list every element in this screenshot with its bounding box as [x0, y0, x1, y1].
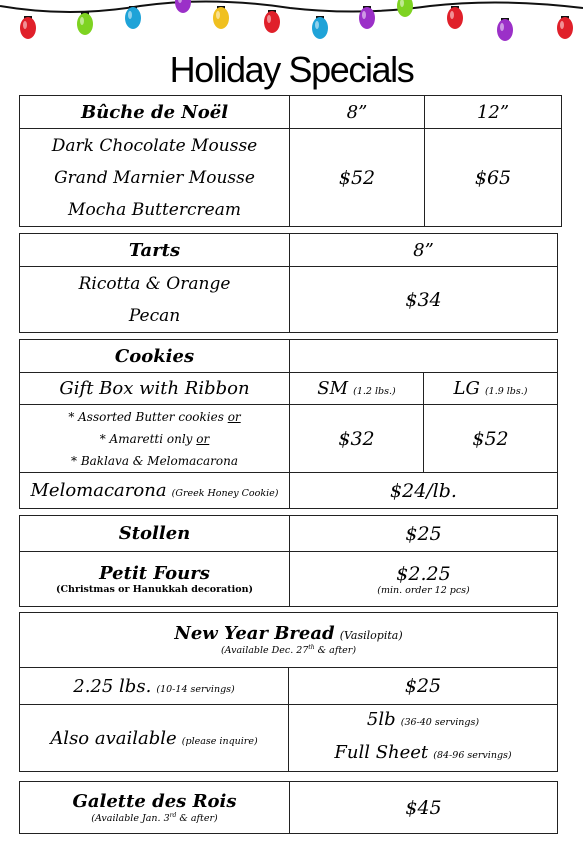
cookies-price-lg: $52: [424, 405, 558, 473]
tarts-price: $34: [290, 267, 558, 333]
light-bulb-icon: [447, 6, 463, 29]
cookies-option: [20, 406, 289, 428]
light-string-wire: [0, 1, 583, 12]
melomacarona-price: $24/lb.: [290, 473, 558, 509]
new-year-header: [20, 613, 558, 668]
light-bulb-icon: [213, 6, 229, 29]
cookies-option: [20, 450, 289, 472]
light-bulb-icon: [557, 16, 573, 39]
new-year-name: New Year Bread: [174, 623, 335, 645]
cookies-option-or: or: [196, 431, 210, 446]
cookies-name: Cookies: [20, 340, 290, 373]
buche-size-small: 8”: [290, 96, 425, 129]
cookies-sm-weight: (1.2 lbs.): [353, 386, 396, 397]
petit-fours-note: (Christmas or Hanukkah decoration): [55, 584, 253, 595]
cookies-lg-label: LG: [453, 378, 480, 399]
buche-price-large: $65: [425, 129, 562, 227]
cookies-lg-size: [424, 373, 558, 405]
tarts-flavor: Ricotta & Orange: [78, 273, 231, 294]
cookies-option-text: * Baklava & Melomacarona: [71, 453, 238, 468]
tarts-flavors: [20, 267, 290, 333]
cookies-lg-weight: (1.9 lbs.): [484, 386, 528, 397]
also-available-option: Full Sheet: [334, 742, 429, 763]
new-year-avail-text: & after): [314, 645, 357, 657]
galette-avail-text: & after): [176, 813, 218, 825]
light-bulb-icon: [125, 6, 141, 29]
also-available-note: (please inquire): [181, 735, 258, 747]
tarts-size: 8”: [290, 234, 558, 267]
also-available-item: [20, 705, 289, 772]
light-bulb-icon: [77, 12, 93, 35]
stollen-price: $25: [290, 516, 558, 552]
buche-flavor: Dark Chocolate Mousse: [51, 135, 258, 156]
melomacarona-note: (Greek Honey Cookie): [171, 488, 279, 499]
new-year-alt-name: (Vasilopita): [339, 629, 403, 643]
galette-name: Galette des Rois: [72, 790, 237, 812]
cookies-price-sm: $32: [290, 405, 424, 473]
light-bulb-icon: [312, 16, 328, 39]
light-bulb-icon: [20, 16, 36, 39]
new-year-size: 2.25 lbs.: [73, 675, 152, 697]
buche-flavor: Grand Marnier Mousse: [54, 167, 255, 188]
new-year-price: $25: [289, 668, 558, 705]
buche-table: [19, 95, 562, 227]
light-bulb-icon: [397, 0, 413, 17]
galette-price: $45: [290, 782, 558, 834]
light-bulb-icon: [175, 0, 191, 13]
light-bulb-icon: [497, 18, 513, 41]
tarts-flavor: Pecan: [128, 305, 181, 326]
galette-avail-text: (Available Jan. 3: [91, 813, 170, 825]
melomacarona-item: [20, 473, 290, 509]
petit-fours-name: Petit Fours: [99, 563, 210, 584]
buche-price-small: $52: [290, 129, 425, 227]
cookies-option-text: * Assorted Butter cookies: [68, 409, 228, 424]
new-year-avail-text: (Available Dec. 27: [220, 645, 309, 657]
cookies-option-text: * Amaretti only: [99, 431, 197, 446]
also-available-option: 5lb: [366, 709, 396, 730]
petit-fours-min-order: (min. order 12 pcs): [377, 584, 470, 596]
cookies-sm-label: SM: [317, 378, 349, 399]
also-available-label: Also available: [50, 727, 177, 749]
cookies-option: [20, 428, 289, 450]
galette-availability: [20, 812, 289, 824]
tarts-name: Tarts: [20, 234, 290, 267]
galette-avail-sup: rd: [169, 811, 177, 819]
new-year-availability: [20, 644, 557, 656]
stollen-name: Stollen: [20, 516, 290, 552]
also-available-option-note: (84-96 servings): [433, 750, 512, 761]
new-year-size-item: [20, 668, 289, 705]
buche-name: Bûche de Noël: [20, 96, 290, 129]
new-year-table: [19, 612, 558, 772]
cookies-sm-size: [290, 373, 424, 405]
new-year-avail-sup: th: [308, 644, 315, 652]
cookies-gift-box: Gift Box with Ribbon: [20, 373, 290, 405]
melomacarona-name: Melomacarona: [30, 480, 167, 501]
cookies-table: [19, 339, 558, 509]
petit-fours-price: $2.25: [396, 562, 451, 585]
buche-flavor: Mocha Buttercream: [68, 199, 241, 220]
new-year-size-note: (10-14 servings): [156, 683, 235, 695]
galette-table: [19, 781, 558, 834]
light-bulb-icon: [264, 10, 280, 33]
petit-fours-pricing: [290, 552, 558, 607]
light-bulb-icon: [359, 6, 375, 29]
petit-fours-item: [20, 552, 290, 607]
cookies-header-empty: [290, 340, 558, 373]
buche-size-large: 12”: [425, 96, 562, 129]
cookies-options: [20, 405, 290, 473]
christmas-lights-decoration: [0, 0, 583, 50]
page-title: Holiday Specials: [169, 49, 414, 90]
galette-item: [20, 782, 290, 834]
tarts-table: [19, 233, 558, 333]
cookies-option-or: or: [227, 409, 241, 424]
also-available-option-note: (36-40 servings): [400, 717, 480, 728]
stollen-petitfours-table: [19, 515, 558, 607]
buche-flavors: [20, 129, 290, 227]
also-available-options: [289, 705, 558, 772]
